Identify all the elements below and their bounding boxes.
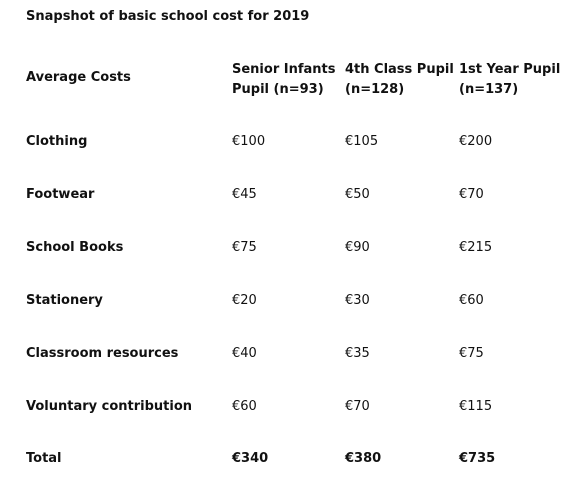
cell-stationery-senior-infants: €20	[232, 293, 257, 308]
cell-clothing-senior-infants: €100	[232, 134, 266, 149]
cell-footwear-1st-year: €70	[459, 187, 484, 202]
row-label-clothing: Clothing	[26, 134, 88, 149]
cell-voluntary-contribution-senior-infants: €60	[232, 399, 257, 414]
header-col-4th-class	[345, 60, 454, 100]
cell-school-books-senior-infants: €75	[232, 240, 257, 255]
page-title: Snapshot of basic school cost for 2019	[26, 9, 310, 24]
header-col-senior-infants	[232, 60, 336, 100]
row-label-classroom-resources: Classroom resources	[26, 346, 179, 361]
header-col-line2: (n=137)	[459, 82, 519, 97]
cell-clothing-1st-year: €200	[459, 134, 493, 149]
header-row-label: Average Costs	[26, 70, 131, 85]
header-col-line1: 4th Class Pupil	[345, 62, 454, 77]
header-col-line1: Senior Infants	[232, 62, 336, 77]
header-col-1st-year	[459, 60, 560, 100]
cell-classroom-resources-4th-class: €35	[345, 346, 370, 361]
cell-school-books-1st-year: €215	[459, 240, 493, 255]
cell-total-1st-year: €735	[459, 451, 496, 466]
cell-stationery-1st-year: €60	[459, 293, 484, 308]
cell-voluntary-contribution-1st-year: €115	[459, 399, 493, 414]
row-label-stationery: Stationery	[26, 293, 103, 308]
row-label-total: Total	[26, 451, 62, 466]
row-label-voluntary-contribution: Voluntary contribution	[26, 399, 193, 414]
cell-school-books-4th-class: €90	[345, 240, 370, 255]
cell-stationery-4th-class: €30	[345, 293, 370, 308]
row-label-school-books: School Books	[26, 240, 124, 255]
header-col-line2: Pupil (n=93)	[232, 82, 324, 97]
cell-classroom-resources-senior-infants: €40	[232, 346, 257, 361]
row-label-footwear: Footwear	[26, 187, 95, 202]
header-col-line2: (n=128)	[345, 82, 405, 97]
cell-footwear-senior-infants: €45	[232, 187, 257, 202]
cell-voluntary-contribution-4th-class: €70	[345, 399, 370, 414]
cell-total-4th-class: €380	[345, 451, 382, 466]
cell-clothing-4th-class: €105	[345, 134, 379, 149]
header-col-line1: 1st Year Pupil	[459, 62, 561, 77]
cell-classroom-resources-1st-year: €75	[459, 346, 484, 361]
cell-footwear-4th-class: €50	[345, 187, 370, 202]
cell-total-senior-infants: €340	[232, 451, 269, 466]
